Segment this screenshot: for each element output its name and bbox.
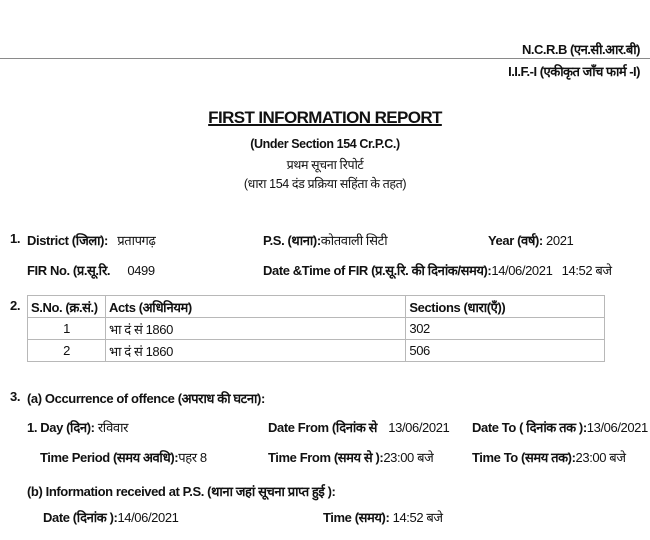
time-from-value: 23:00 बजे [383,450,434,465]
hindi-section-subtitle: (धारा 154 दंड प्रक्रिया सहिंता के तहत) [243,177,407,191]
info-date-label: Date (दिनांक ): [43,510,118,525]
hindi-title: प्रथम सूचना रिपोर्ट [286,158,364,172]
time-to-field [472,448,626,466]
district-label: District (जिला): [27,233,108,248]
date-from-label: Date From (दिनांक से [268,420,378,435]
district-value: प्रतापगढ़ [117,233,156,248]
day-value: रविवार [97,420,129,435]
date-from-field [268,418,449,436]
column-header-acts: Acts (अधिनियम) [105,296,405,318]
fir-number-field [27,261,155,279]
year-value: 2021 [546,233,574,248]
police-station-value: कोतवाली सिटी [320,233,388,248]
fir-number-label: FIR No. (प्र.सू.रि. [27,263,111,278]
info-time-field [323,508,443,526]
row-section: 302 [406,318,605,340]
fir-time-value: 14:52 बजे [561,263,612,278]
section-1-number: 1. [10,231,21,246]
info-date-value: 14/06/2021 [117,510,179,525]
year-label: Year (वर्ष): [488,233,543,248]
time-period-value: पहर 8 [178,450,207,465]
district-field [27,231,155,249]
document-title: FIRST INFORMATION REPORT [208,108,442,127]
info-date-field [43,508,179,526]
police-station-field [263,231,387,249]
fir-date-value: 14/06/2021 [491,263,553,278]
day-field [27,418,128,436]
info-time-label: Time (समय): [323,510,390,525]
section-2-number: 2. [10,298,21,313]
header-divider [0,58,650,59]
table-row [28,340,605,362]
time-from-label: Time From (समय से ): [268,450,384,465]
acts-sections-table [27,295,605,362]
date-to-label: Date To ( दिनांक तक ): [472,420,587,435]
time-to-label: Time To (समय तक): [472,450,576,465]
iif-form-header: I.I.F.-I (एकीकृत जाँच फार्म -I) [508,64,640,79]
day-label: 1. Day (दिन): [27,420,95,435]
row-sno: 1 [28,318,106,340]
occurrence-heading: (a) Occurrence of offence (अपराध की घटना): [27,391,265,406]
ncrb-header: N.C.R.B (एन.सी.आर.बी) [522,42,640,57]
info-time-value: 14:52 बजे [392,510,443,525]
fir-number-value: 0499 [127,263,155,278]
date-to-value: 13/06/2021 [586,420,648,435]
column-header-sections: Sections (धारा(एँ)) [406,296,605,318]
date-to-field [472,418,648,436]
under-section-subtitle: (Under Section 154 Cr.P.C.) [250,137,400,151]
fir-datetime-label: Date &Time of FIR (प्र.सू.रि. की दिनांक/समय): [263,263,492,278]
row-sno: 2 [28,340,106,362]
info-received-heading: (b) Information received at P.S. (थाना जहां सूचना प्राप्त हुई ): [27,484,336,499]
table-header-row [28,296,605,318]
police-station-label: P.S. (थाना): [263,233,321,248]
time-period-field [40,448,207,466]
row-section: 506 [406,340,605,362]
year-field [488,231,573,249]
fir-datetime-field [263,261,612,279]
row-act: भा दं सं 1860 [105,340,405,362]
time-period-label: Time Period (समय अवधि): [40,450,179,465]
date-from-value: 13/06/2021 [388,420,450,435]
time-to-value: 23:00 बजे [575,450,626,465]
table-row [28,318,605,340]
section-3-number: 3. [10,389,21,404]
row-act: भा दं सं 1860 [105,318,405,340]
column-header-sno: S.No. (क्र.सं.) [28,296,106,318]
time-from-field [268,448,433,466]
